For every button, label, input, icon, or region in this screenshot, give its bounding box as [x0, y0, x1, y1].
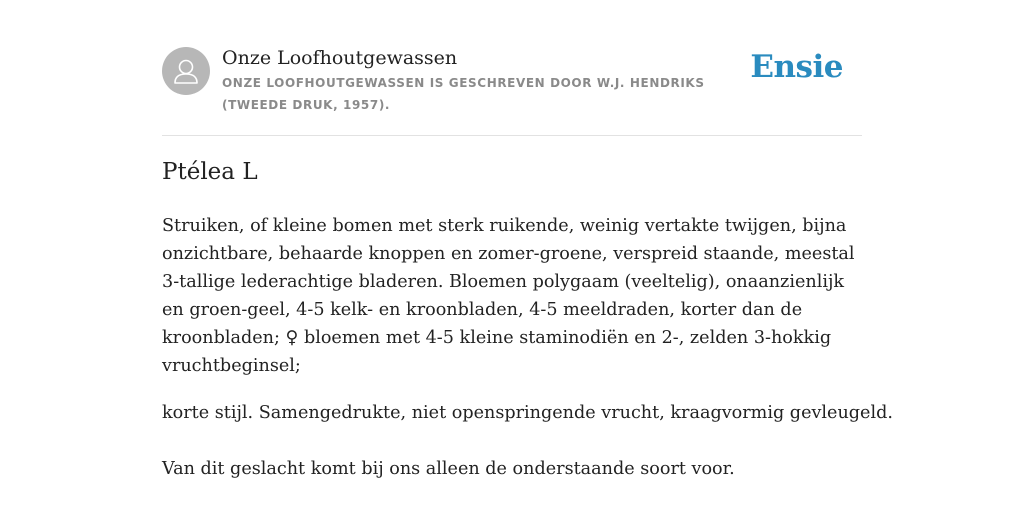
brand-logo[interactable]: Ensie [750, 49, 843, 85]
entry-paragraph: Struiken, of kleine bomen met sterk ruikende, weinig vertakte twijgen, bijna onzichtbare, behaarde knoppen en zomer-groene, verspreid staande, meestal 3-tallige lederachtige bladeren. Bloemen polygaam (veeltelig), onaanzienlijk en groen-geel, 4-5 kelk- en kroonbladen, 4-5 meeldraden, korter dan de kroonbladen; ♀ bloemen met 4-5 kleine staminodiën en 2-, zelden 3-hokkig vruchtbeginsel; [162, 216, 855, 376]
entry-title: Ptélea L [162, 159, 258, 185]
avatar [162, 47, 210, 95]
book-title[interactable]: Onze Loofhoutgewassen [222, 47, 458, 69]
entry-paragraph: Van dit geslacht komt bij ons alleen de onderstaande soort voor. [162, 459, 735, 479]
divider [162, 135, 862, 136]
user-icon [162, 47, 210, 95]
entry-paragraph: korte stijl. Samengedrukte, niet openspringende vrucht, kraagvormig gevleugeld. [162, 403, 893, 423]
book-description: ONZE LOOFHOUTGEWASSEN IS GESCHREVEN DOOR W.J. HENDRIKS (TWEEDE DRUK, 1957). [222, 76, 705, 112]
book-header [162, 46, 862, 116]
